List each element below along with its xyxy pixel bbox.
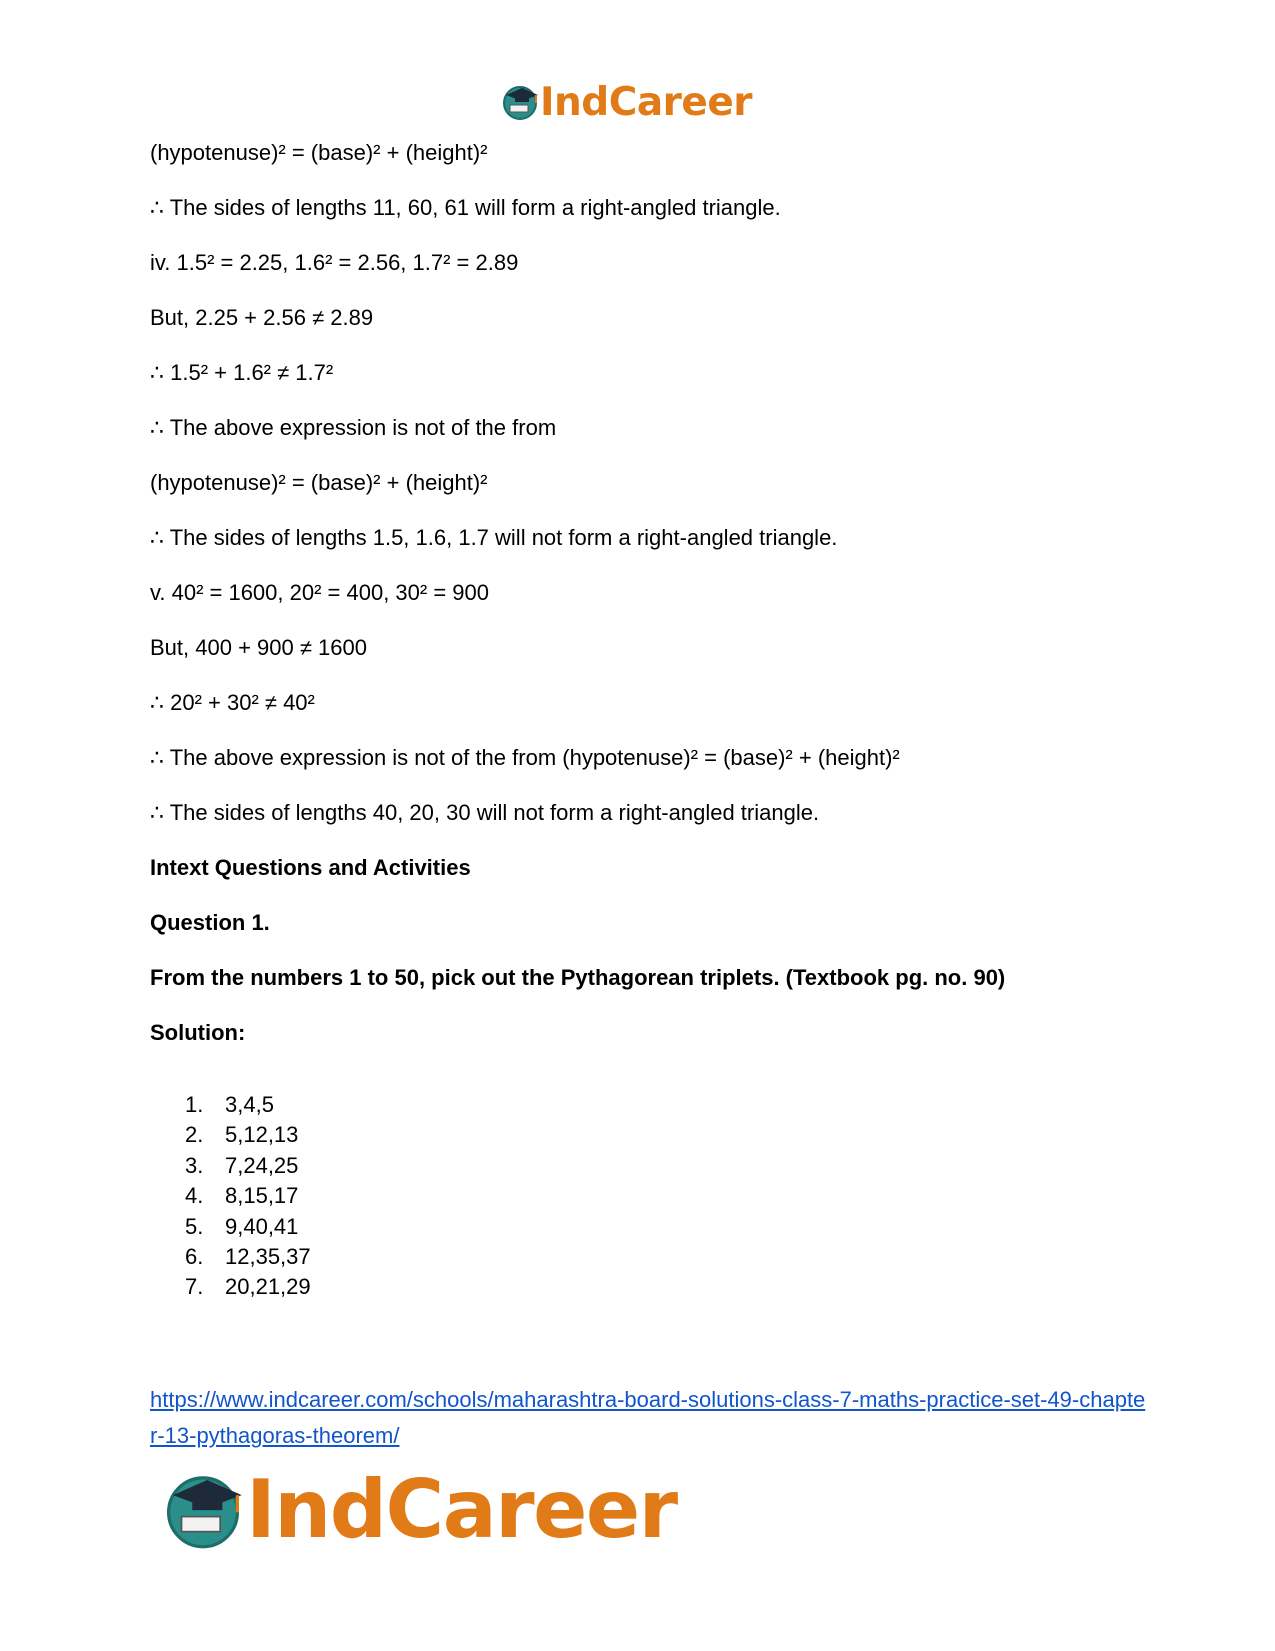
list-item-text: 9,40,41 <box>225 1213 299 1239</box>
list-item <box>185 1120 311 1150</box>
list-item-text: 20,21,29 <box>225 1274 311 1300</box>
text-line: ∴ The above expression is not of the from <box>150 415 557 440</box>
footer-logo <box>160 1465 677 1555</box>
document-body <box>150 140 1150 1075</box>
list-item-text: 8,15,17 <box>225 1183 299 1209</box>
list-item-text: 12,35,37 <box>225 1243 311 1269</box>
text-line: v. 40² = 1600, 20² = 400, 30² = 900 <box>150 580 490 605</box>
list-item <box>185 1242 311 1272</box>
logo-text: IndCareer <box>540 80 752 125</box>
heading-line: Solution: <box>150 1020 246 1045</box>
text-line: (hypotenuse)² = (base)² + (height)² <box>150 470 488 495</box>
logo-text: IndCareer <box>246 1463 677 1556</box>
list-item-text: 7,24,25 <box>225 1152 299 1178</box>
solution-list <box>185 1090 311 1303</box>
text-line: But, 2.25 + 2.56 ≠ 2.89 <box>150 305 374 330</box>
list-item <box>185 1151 311 1181</box>
text-line: iv. 1.5² = 2.25, 1.6² = 2.56, 1.7² = 2.89 <box>150 250 519 275</box>
list-item-number: 1. <box>185 1092 204 1117</box>
heading-line: Question 1. <box>150 910 270 935</box>
list-item <box>185 1272 311 1302</box>
list-item-text: 3,4,5 <box>225 1092 274 1117</box>
graduation-cap-globe-icon <box>500 81 540 126</box>
text-line: But, 400 + 900 ≠ 1600 <box>150 635 367 660</box>
heading-line: Intext Questions and Activities <box>150 855 471 880</box>
text-line: (hypotenuse)² = (base)² + (height)² <box>150 140 488 165</box>
list-item-number: 4. <box>185 1183 204 1209</box>
header-logo <box>500 80 752 126</box>
source-link[interactable]: https://www.indcareer.com/schools/maharashtra-board-solutions-class-7-maths-practice-set-49-chapter-13-pythagoras-theorem/ <box>150 1387 1146 1448</box>
list-item <box>185 1181 311 1211</box>
list-item-number: 5. <box>185 1213 204 1239</box>
graduation-cap-globe-icon <box>160 1465 246 1556</box>
list-item-number: 3. <box>185 1152 204 1178</box>
text-line: ∴ 1.5² + 1.6² ≠ 1.7² <box>150 360 334 385</box>
text-line: ∴ The sides of lengths 40, 20, 30 will not form a right-angled triangle. <box>150 800 820 825</box>
text-line: ∴ The sides of lengths 1.5, 1.6, 1.7 will not form a right-angled triangle. <box>150 525 838 550</box>
list-item <box>185 1212 311 1242</box>
list-item-text: 5,12,13 <box>225 1122 299 1148</box>
list-item <box>185 1090 311 1120</box>
list-item-number: 2. <box>185 1122 204 1148</box>
text-line: ∴ 20² + 30² ≠ 40² <box>150 690 315 715</box>
list-item-number: 6. <box>185 1243 204 1269</box>
list-item-number: 7. <box>185 1274 204 1300</box>
text-line: ∴ The sides of lengths 11, 60, 61 will form a right-angled triangle. <box>150 195 781 220</box>
text-line: ∴ The above expression is not of the from (hypotenuse)² = (base)² + (height)² <box>150 745 900 770</box>
heading-line: From the numbers 1 to 50, pick out the Pythagorean triplets. (Textbook pg. no. 90) <box>150 965 1006 990</box>
